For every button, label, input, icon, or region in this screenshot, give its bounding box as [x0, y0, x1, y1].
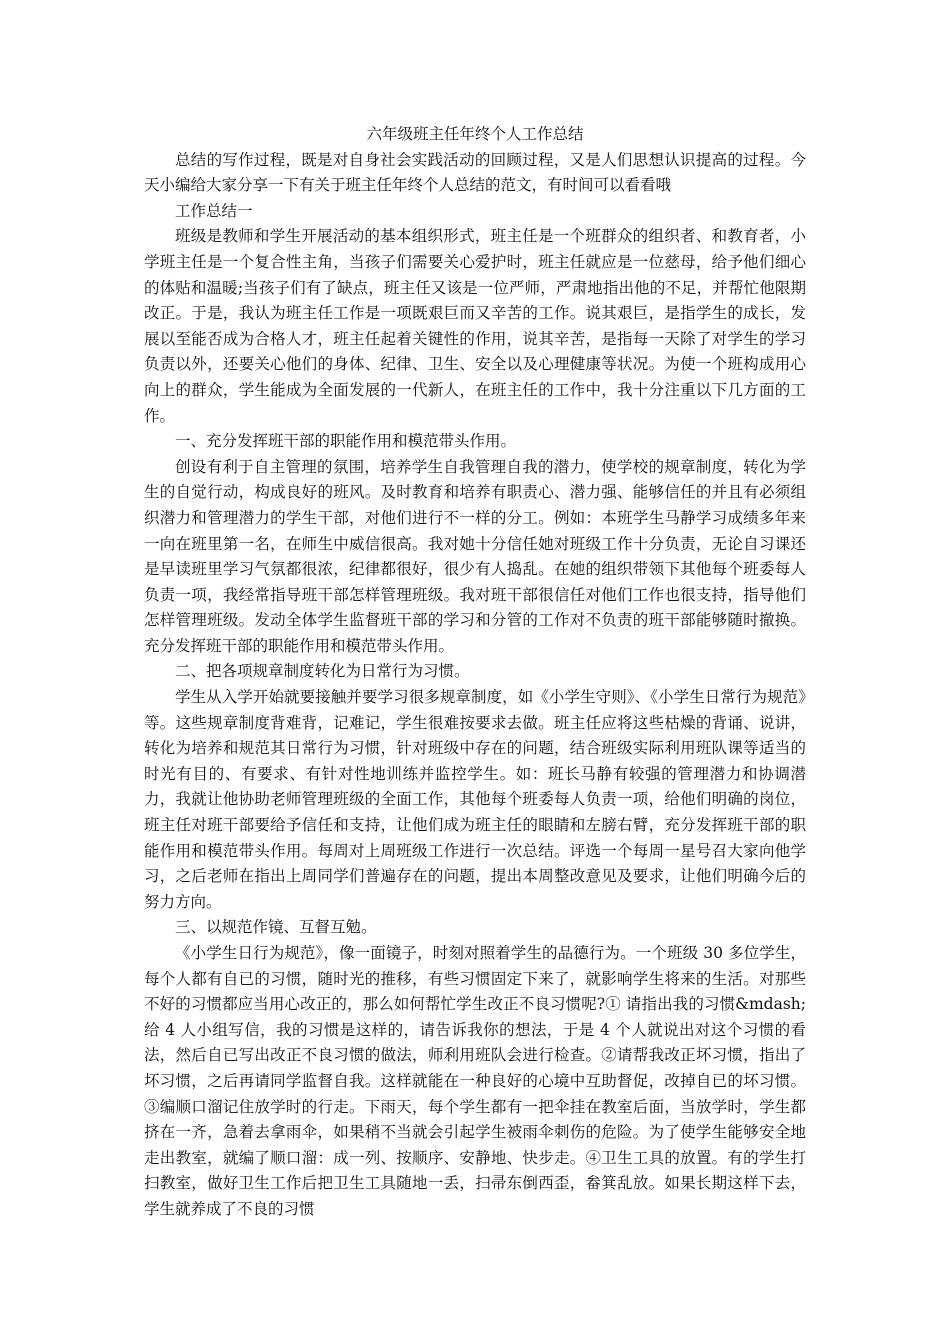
document-title: 六年级班主任年终个人工作总结 [366, 125, 584, 143]
body-paragraph: 学生从入学开始就要接触并要学习很多规章制度，如《小学生守则》、《小学生日常行为规范》等。这些规章制度背难背，记难记，学生很难按要求去做。班主任应将这些枯燥的背诵、说讲，转化为培养和规范其日常行为习惯，针对班级中存在的问题，结合班级实际利用班队课等适当的时光有目的、有要求、有针对性地训练并监控学生。如：班长马静有较强的管理潜力和协调潜力，我就让他协助老师管理班级的全面工作，其他每个班委每人负责一项，给他们明确的岗位，班主任对班干部要给予信任和支持，让他们成为班主任的眼睛和左膀右臂，充分发挥班干部的职能作用和模范带头作用。每周对上周班级工作进行一次总结。评选一个每周一星号召大家向他学习，之后老师在指出上周同学们普遍存在的问题，提出本周整改意见及要求，让他们明确今后的努力方向。 [144, 688, 806, 911]
document-page [144, 122, 806, 1223]
section-heading: 三、以规范作镜、互督互勉。 [175, 918, 377, 937]
body-paragraph: 创设有利于自主管理的氛围，培养学生自我管理自我的潜力，使学校的规章制度，转化为学生的自觉行动，构成良好的班风。及时教育和培养有职责心、潜力强、能够信任的并且有必须组织潜力和管理潜力的学生干部，对他们进行不一样的分工。例如：本班学生马静学习成绩多年来一向在班里第一名，在师生中威信很高。我对她十分信任她对班级工作十分负责，无论自习课还是早读班里学习气氛都很浓，纪律都很好，很少有人捣乱。在她的组织带领下其他每个班委每人负责一项，我经常指导班干部怎样管理班级。我对班干部很信任对他们工作也很支持，指导他们怎样管理班级。发动全体学生监督班干部的学习和分管的工作对不负责的班干部能够随时撤换。充分发挥班干部的职能作用和模范带头作用。 [144, 457, 806, 655]
body-paragraph: 班级是教师和学生开展活动的基本组织形式，班主任是一个班群众的组织者、和教育者，小学班主任是一个复合性主角，当孩子们需要关心爱护时，班主任就应是一位慈母，给予他们细心的体贴和温暖;当孩子们有了缺点，班主任又该是一位严师，严肃地指出他的不足，并帮忙他限期改正。于是，我认为班主任工作是一项既艰巨而又辛苦的工作。说其艰巨，是指学生的成长，发展以至能否成为合格人才，班主任起着关键性的作用，说其辛苦，是指每一天除了对学生的学习负责以外，还要关心他们的身体、纪律、卫生、安全以及心理健康等状况。为使一个班构成用心向上的群众，学生能成为全面发展的一代新人，在班主任的工作中，我十分注重以下几方面的工作。 [144, 227, 806, 425]
intro-paragraph: 总结的写作过程，既是对自身社会实践活动的回顾过程，又是人们思想认识提高的过程。今天小编给大家分享一下有关于班主任年终个人总结的范文，有时间可以看看哦 [144, 150, 806, 195]
section-heading-summary-one: 工作总结一 [175, 201, 253, 220]
body-paragraph: 《小学生日行为规范》，像一面镜子，时刻对照着学生的品德行为。一个班级 30 多位学生，每个人都有自已的习惯，随时光的推移，有些习惯固定下来了，就影响学生将来的生活。对那些不好的习惯都应当用心改正的，那么如何帮忙学生改正不良习惯呢?① 请指出我的习惯&mdash;给 4 人小组写信，我的习惯是这样的，请告诉我你的想法，于是 4 个人就说出对这个习惯的看法，然后自已写出改正不良习惯的做法，师利用班队会进行检查。②请帮我改正坏习惯，指出了坏习惯，之后再请同学监督自我。这样就能在一种良好的心境中互助督促，改掉自已的坏习惯。③编顺口溜记住放学时的行走。下雨天，每个学生都有一把伞挂在教室后面，当放学时，学生都挤在一齐，急着去拿雨伞，如果稍不当就会引起学生被雨伞刺伤的危险。为了使学生能够安全地走出教室，就编了顺口溜：成一列、按顺序、安静地、快步走。④卫生工具的放置。有的学生打扫教室，做好卫生工作后把卫生工具随地一丢，扫帚东倒西歪，畚箕乱放。如果长期这样下去，学生就养成了不良的习惯 [144, 944, 806, 1218]
section-heading: 二、把各项规章制度转化为日常行为习惯。 [175, 662, 470, 681]
section-heading: 一、充分发挥班干部的职能作用和模范带头作用。 [175, 432, 517, 451]
